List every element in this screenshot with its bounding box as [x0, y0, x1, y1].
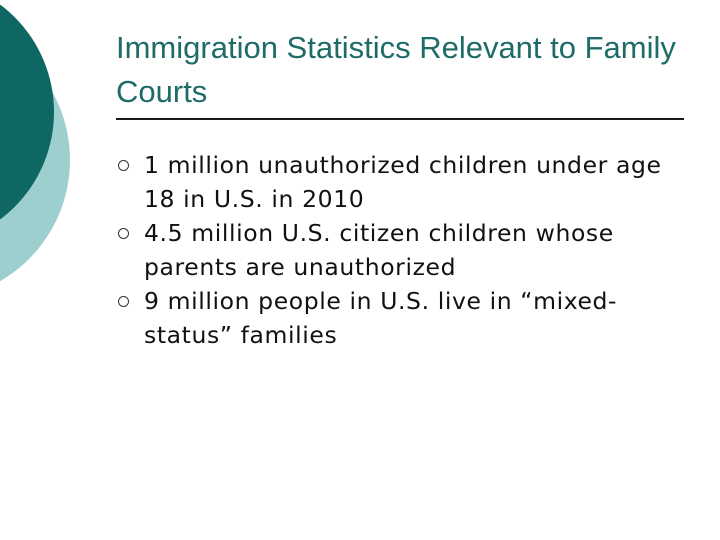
- corner-decoration: [0, 0, 120, 300]
- hollow-circle-bullet-icon: [118, 296, 129, 307]
- bullet-list: [116, 148, 676, 352]
- bullet-item: [116, 216, 676, 284]
- bullet-item: [116, 148, 676, 216]
- bullet-text: 1 million unauthorized children under age 18 in U.S. in 2010: [144, 151, 662, 213]
- bullet-text: 4.5 million U.S. citizen children whose parents are unauthorized: [144, 219, 614, 281]
- title-divider: [116, 118, 684, 120]
- bullet-item: [116, 284, 676, 352]
- hollow-circle-bullet-icon: [118, 160, 129, 171]
- bullet-text: 9 million people in U.S. live in “mixed-status” families: [144, 287, 618, 349]
- slide-title: Immigration Statistics Relevant to Family Courts: [116, 30, 676, 109]
- hollow-circle-bullet-icon: [118, 228, 129, 239]
